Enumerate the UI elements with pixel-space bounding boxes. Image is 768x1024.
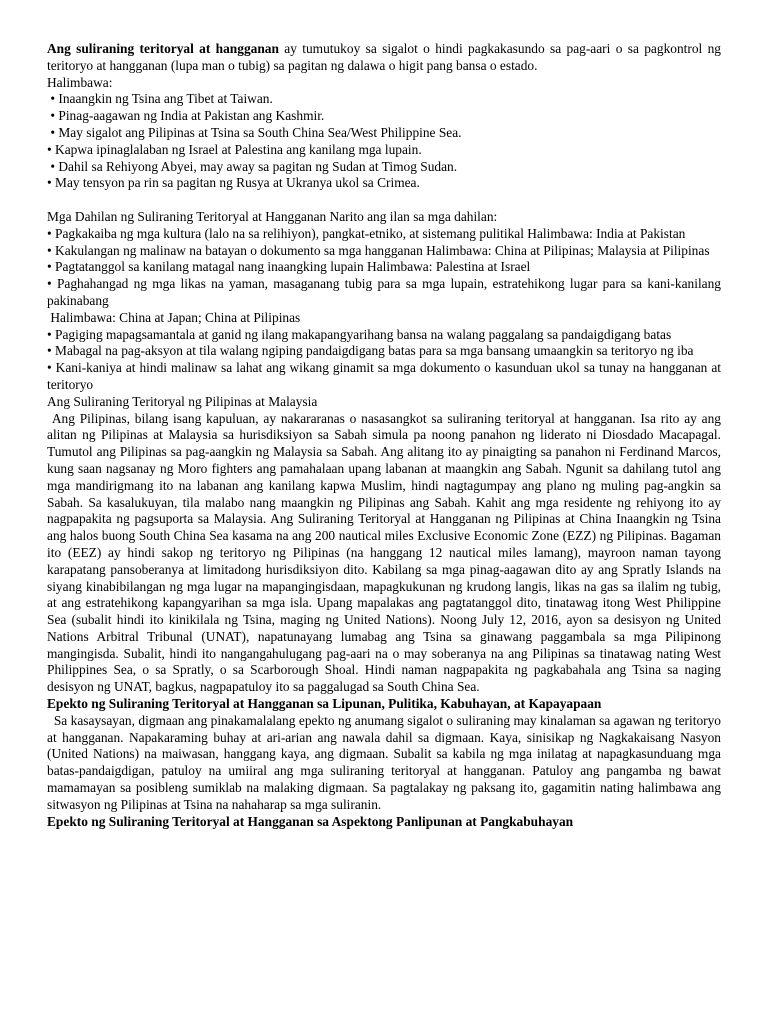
- example-item: • May sigalot ang Pilipinas at Tsina sa South China Sea/West Philippine Sea.: [47, 124, 462, 140]
- example-item: • May tensyon pa rin sa pagitan ng Rusya at Ukranya ukol sa Crimea.: [47, 175, 420, 191]
- cause-item: • Kani-kaniya at hindi malinaw sa lahat ang wikang ginamit sa mga dokumento o kasunduan ukol sa tunay na hangganan at teritoryo: [47, 360, 721, 392]
- cause-item: • Kakulangan ng malinaw na batayan o dokumento sa mga hangganan Halimbawa: China at Pilipinas; Malaysia at Pilipinas: [47, 242, 710, 258]
- cause-item: • Pagtatanggol sa kanilang matagal nang inaangking lupain Halimbawa: Palestina at Israel: [47, 259, 531, 275]
- malaysia-heading: Ang Suliraning Teritoryal ng Pilipinas at Malaysia: [47, 393, 318, 409]
- example-item: • Inaangkin ng Tsina ang Tibet at Taiwan.: [47, 91, 273, 107]
- cause-item: • Pagkakaiba ng mga kultura (lalo na sa relihiyon), pangkat-etniko, at sistemang pulitikal Halimbawa: India at Pakistan: [47, 225, 686, 241]
- example-item: • Dahil sa Rehiyong Abyei, may away sa pagitan ng Sudan at Timog Sudan.: [47, 158, 458, 174]
- cause-example: Halimbawa: China at Japan; China at Pilipinas: [47, 309, 301, 325]
- malaysia-body: Ang Pilipinas, bilang isang kapuluan, ay nakararanas o nasasangkot sa suliraning teritoryal at hangganan. Isa rito ay ang alitan ng Pilipinas at Malaysia sa hurisdiksiyon sa Sabah simula pa noong panahon ng liderato ni Diosdado Macapagal. Tumutol ang Pilipinas sa pag-aangkin ng Malaysia sa Sabah. Ang alitang ito ay pinaigting sa panahon ni Ferdinand Marcos, kung saan nagsanay ng Moro fighters ang pamahalaan upang labanan at maangkin ang Sabah. Ngunit sa dahilang tutol ang mga mandirigmang ito na labanan ang kanilang kapwa Muslim, hindi nagtagumpay ang plano ng muling pag-angkin sa Sabah. Sa kasalukuyan, tila malabo nang maangkin ng Pilipinas ang Sabah. Kahit ang mga residente ng rehiyong ito ay nagpapakita ng pagsuporta sa Malaysia. Ang Suliraning Teritoryal at Hangganan ng Pilipinas at China Inaangkin ng Tsina ang halos buong South China Sea kasama na ang 200 nautical miles Exclusive Economic Zone (EZZ) ng Pilipinas. Bagaman ito (EEZ) ay hindi sakop ng teritoryo ng Pilipinas (na hanggang 12 nautical miles lamang), mayroon naman tayong karapatang pansoberanya at limitadong hurisdiksiyon dito. Kabilang sa mga pinag-aagawan dito ay ang Spratly Islands na siyang kinabibilangan ng mga lugar na mapangingisdaan, mapagkukunan ng krudong langis, likas na gas sa ilalim ng tubig, at ang estratehikong kapangyarihan sa mga isla. Upang mapalakas ang pagtatanggol dito, tinatawag itong West Philippine Sea (subalit hindi ito kinikilala ng Tsina, maging ng United Nations). Noong July 12, 2016, ayon sa desisyon ng United Nations Arbitral Tribunal (UNAT), napatunayang lumabag ang Tsina sa ginawang paggambala sa mga Pilipinong mangingisda. Subalit, hindi ito nangangahulugang pag-aari na o may soberanya na ang Pilipinas sa tinatawag nating West Philippines Sea, o sa Spratly, o sa Scarborough Shoal. Hindi naman nagpapakita ng pagkabahala ang Tsina sa naging desisyon ng UNAT, bagkus, nagpapatuloy ito sa paggalugad sa South China Sea.: [47, 410, 725, 695]
- effects-body: Sa kasaysayan, digmaan ang pinakamalalang epekto ng anumang sigalot o suliraning may kinalaman sa agawan ng teritoryo at hangganan. Napakaraming buhay at ari-arian ang nawala dahil sa digmaan. Kaya, sinisikap ng Nagkakaisang Nasyon (United Nations) na maiwasan, hanggang kaya, ang digmaan. Subalit sa kabila ng mga inilatag at napagkasunduang mga batas-pandaigdigan, patuloy na umiiral ang mga suliraning teritoryal at hangganan. Patuloy ang pangamba ng bawat mamamayan sa posibleng sumiklab na malaking digmaan. Sa pagtalakay ng paksang ito, gagamitin nating halimbawa ang sitwasyon ng Pilipinas at Tsina na nahaharap sa mga suliranin.: [47, 712, 725, 812]
- cause-item: • Mabagal na pag-aksyon at tila walang ngiping pandaigdigang batas para sa mga bansang umaangkin sa teritoryo ng iba: [47, 343, 694, 359]
- cause-item: • Paghahangad ng mga likas na yaman, masaganang tubig para sa mga lupain, estratehikong lugar para sa kani-kanilang pakinabang: [47, 276, 721, 308]
- example-item: • Pinag-aagawan ng India at Pakistan ang Kashmir.: [47, 108, 325, 124]
- causes-heading: Mga Dahilan ng Suliraning Teritoryal at Hangganan Narito ang ilan sa mga dahilan:: [47, 208, 498, 224]
- document-page: [47, 41, 725, 830]
- example-item: • Kapwa ipinaglalaban ng Israel at Palestina ang kanilang mga lupain.: [47, 141, 422, 157]
- intro-definition-text: ay tumutukoy sa sigalot o hindi pagkakasundo sa pag-aari o sa pagkontrol ng teritoryo at hangganan (lupa man o tubig) sa pagitan ng dalawa o higit pang bansa o estado.: [47, 41, 721, 73]
- cause-item: • Pagiging mapagsamantala at ganid ng ilang makapangyarihang bansa na walang paggalang sa pandaigdigang batas: [47, 326, 672, 342]
- intro-definition: [47, 41, 721, 75]
- examples-label: Halimbawa:: [47, 74, 113, 90]
- paragraph-gap: [47, 192, 721, 209]
- social-heading: Epekto ng Suliraning Teritoryal at Hangganan sa Aspektong Panlipunan at Pangkabuhayan: [47, 813, 574, 829]
- effects-heading: Epekto ng Suliraning Teritoryal at Hangganan sa Lipunan, Pulitika, Kabuhayan, at Kapayapaan: [47, 696, 602, 712]
- intro-term: Ang suliraning teritoryal at hangganan: [47, 41, 279, 56]
